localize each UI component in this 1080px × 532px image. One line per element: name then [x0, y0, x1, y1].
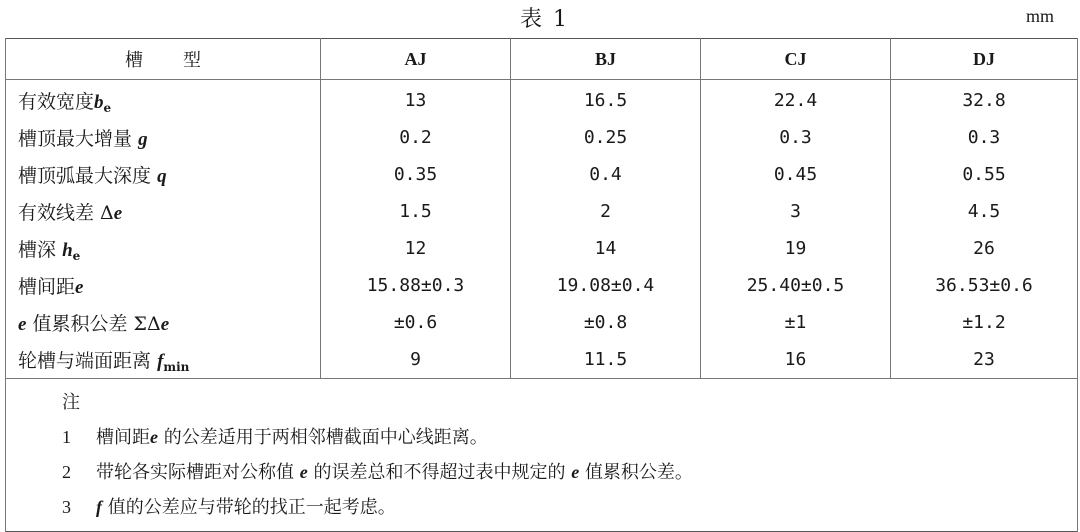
- table-cell: 19: [701, 230, 891, 267]
- table-cell: 14: [511, 230, 701, 267]
- note-item: [62, 420, 1077, 455]
- row-subscript: min: [163, 359, 190, 374]
- table-row: [6, 341, 1078, 379]
- note-text: 值的公差应与带轮的找正一起考虑。: [107, 497, 396, 518]
- note-number: 3: [62, 497, 71, 517]
- row-label: [6, 267, 321, 304]
- table-cell: ±0.8: [511, 304, 701, 341]
- table-cell: 16.5: [511, 80, 701, 120]
- table-title: 表 1: [520, 7, 569, 32]
- table-caption: [0, 2, 1080, 32]
- row-symbol: e: [75, 277, 84, 298]
- row-label: [6, 230, 321, 267]
- table-cell: 0.55: [891, 156, 1078, 193]
- table-cell: 0.45: [701, 156, 891, 193]
- row-label: [6, 119, 321, 156]
- table-cell: 0.35: [321, 156, 511, 193]
- row-symbol: b: [94, 91, 104, 113]
- note-item: [62, 490, 1077, 525]
- notes-heading: 注: [62, 392, 80, 413]
- note-text: 的公差适用于两相邻槽截面中心线距离。: [163, 427, 488, 448]
- groove-spec-table: [5, 38, 1078, 532]
- table-cell: 16: [701, 341, 891, 379]
- row-label: [6, 156, 321, 193]
- table-row: [6, 119, 1078, 156]
- row-label: [6, 304, 321, 341]
- note-item: [62, 455, 1077, 490]
- table-cell: ±0.6: [321, 304, 511, 341]
- header-code: DJ: [891, 39, 1078, 80]
- table-cell: 13: [321, 80, 511, 120]
- note-symbol: f: [96, 497, 102, 517]
- table-cell: 4.5: [891, 193, 1078, 230]
- note-symbol: e: [299, 462, 308, 482]
- table-row: [6, 156, 1078, 193]
- table-row: [6, 304, 1078, 341]
- notes-row: [6, 379, 1078, 532]
- table-cell: 12: [321, 230, 511, 267]
- table-cell: 9: [321, 341, 511, 379]
- table-cell: 2: [511, 193, 701, 230]
- note-number: 1: [62, 427, 71, 447]
- table-cell: 0.4: [511, 156, 701, 193]
- row-label-text: 有效线差 Δ: [18, 202, 114, 224]
- note-text: 值累积公差。: [584, 462, 693, 483]
- note-symbol: e: [571, 462, 580, 482]
- row-subscript: e: [103, 100, 112, 115]
- note-number: 2: [62, 462, 71, 482]
- table-cell: 25.40±0.5: [701, 267, 891, 304]
- header-code: AJ: [321, 39, 511, 80]
- row-label: [6, 80, 321, 120]
- row-symbol: e: [113, 203, 123, 224]
- row-subscript: e: [72, 248, 81, 263]
- table-cell: 23: [891, 341, 1078, 379]
- table-cell: 15.88±0.3: [321, 267, 511, 304]
- table-cell: 1.5: [321, 193, 511, 230]
- table-cell: 26: [891, 230, 1078, 267]
- row-label-text: 有效宽度: [18, 90, 95, 113]
- note-text: 带轮各实际槽距对公称值: [96, 462, 294, 483]
- row-label-text: 槽深: [18, 238, 57, 261]
- table-cell: 22.4: [701, 80, 891, 120]
- row-symbol: e: [160, 314, 170, 335]
- table-cell: 0.2: [321, 119, 511, 156]
- header-code: BJ: [511, 39, 701, 80]
- table-cell: 0.3: [891, 119, 1078, 156]
- note-symbol: e: [150, 427, 158, 447]
- table-cell: 3: [701, 193, 891, 230]
- table-cell: 36.53±0.6: [891, 267, 1078, 304]
- table-row: [6, 80, 1078, 120]
- note-text: 的误差总和不得超过表中规定的: [313, 462, 566, 483]
- table-cell: ±1: [701, 304, 891, 341]
- table-row: [6, 267, 1078, 304]
- table-cell: 0.25: [511, 119, 701, 156]
- header-groove-type: 槽型: [6, 39, 321, 80]
- row-label: [6, 193, 321, 230]
- table-row: [6, 230, 1078, 267]
- row-label: [6, 341, 321, 379]
- row-label-text: 槽顶最大增量: [18, 128, 133, 150]
- row-label-text: 轮槽与端面距离: [18, 349, 152, 372]
- unit-label: mm: [1025, 6, 1054, 26]
- row-label-text: 值累积公差 ΣΔ: [32, 313, 161, 335]
- row-label-text: 槽间距: [18, 276, 76, 298]
- table-cell: ±1.2: [891, 304, 1078, 341]
- row-symbol: h: [62, 239, 73, 261]
- table-cell: 32.8: [891, 80, 1078, 120]
- table-cell: 19.08±0.4: [511, 267, 701, 304]
- row-symbol: q: [157, 166, 167, 187]
- header-code: CJ: [701, 39, 891, 80]
- note-text: 槽间距: [96, 427, 150, 448]
- table-cell: 0.3: [701, 119, 891, 156]
- row-label-text: 槽顶弧最大深度: [18, 165, 152, 187]
- table-row: [6, 193, 1078, 230]
- header-row: [6, 39, 1078, 80]
- notes-cell: [6, 379, 1078, 532]
- row-symbol: f: [157, 350, 164, 372]
- row-symbol: g: [138, 129, 148, 150]
- table-cell: 11.5: [511, 341, 701, 379]
- row-symbol-first: e: [18, 314, 27, 335]
